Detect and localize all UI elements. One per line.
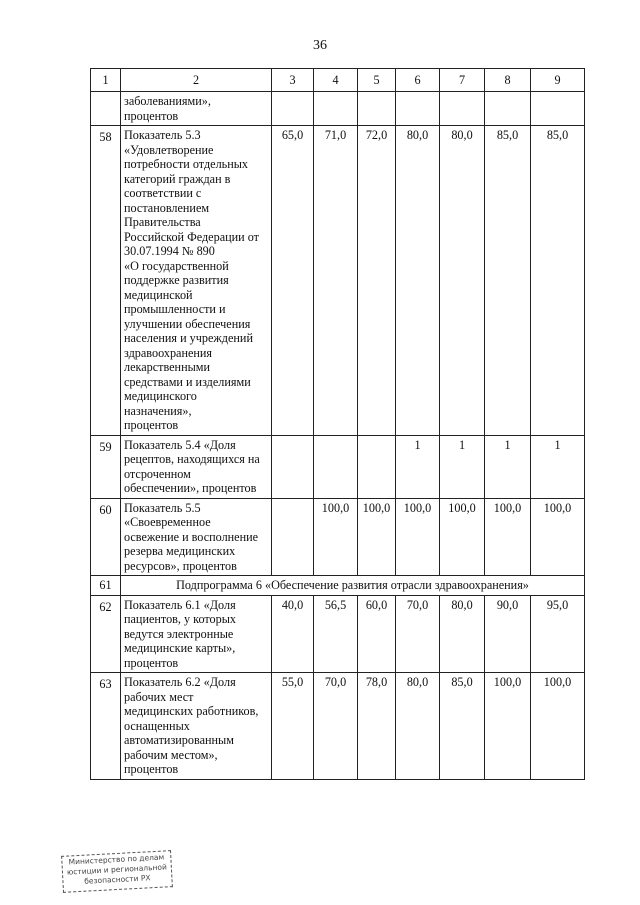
indicators-table: [90, 68, 585, 780]
value-cell: 85,0: [485, 126, 531, 436]
header-cell: 5: [358, 69, 396, 92]
table-row: [91, 126, 585, 436]
value-cell: 70,0: [314, 673, 358, 780]
value-cell: 40,0: [272, 595, 314, 673]
value-cell: [314, 92, 358, 126]
subprogram-row: [91, 576, 585, 596]
header-cell: 8: [485, 69, 531, 92]
value-cell: 80,0: [440, 126, 485, 436]
value-cell: [485, 92, 531, 126]
row-number: 60: [91, 498, 121, 576]
indicator-name: Показатель 5.5 «Своевременное освежение и восполнение резерва медицинских ресурсов», процентов: [121, 498, 272, 576]
table-row: [91, 595, 585, 673]
value-cell: [314, 435, 358, 498]
value-cell: 100,0: [531, 498, 585, 576]
value-cell: 70,0: [396, 595, 440, 673]
subprogram-title: Подпрограмма 6 «Обеспечение развития отрасли здравоохранения»: [121, 576, 585, 596]
value-cell: 100,0: [358, 498, 396, 576]
stamp-line: Министерство по делам: [68, 852, 165, 867]
stamp-line: безопасности РХ: [84, 873, 151, 886]
row-number: 58: [91, 126, 121, 436]
value-cell: 56,5: [314, 595, 358, 673]
value-cell: 100,0: [531, 673, 585, 780]
registration-stamp: [61, 850, 173, 893]
value-cell: 100,0: [485, 498, 531, 576]
row-number: [91, 92, 121, 126]
value-cell: 80,0: [396, 673, 440, 780]
value-cell: 1: [531, 435, 585, 498]
header-row: [91, 69, 585, 92]
value-cell: 85,0: [440, 673, 485, 780]
value-cell: [272, 498, 314, 576]
table-row: [91, 92, 585, 126]
value-cell: 90,0: [485, 595, 531, 673]
table-row: [91, 498, 585, 576]
value-cell: [440, 92, 485, 126]
value-cell: 95,0: [531, 595, 585, 673]
value-cell: 1: [485, 435, 531, 498]
value-cell: 80,0: [396, 126, 440, 436]
row-number: 62: [91, 595, 121, 673]
value-cell: 100,0: [396, 498, 440, 576]
row-number: 63: [91, 673, 121, 780]
table-row: [91, 673, 585, 780]
value-cell: [272, 435, 314, 498]
value-cell: 85,0: [531, 126, 585, 436]
header-cell: 7: [440, 69, 485, 92]
row-number: 61: [91, 576, 121, 596]
page-number: 36: [313, 38, 327, 53]
value-cell: [396, 92, 440, 126]
value-cell: 80,0: [440, 595, 485, 673]
header-cell: 6: [396, 69, 440, 92]
value-cell: [358, 92, 396, 126]
header-cell: 3: [272, 69, 314, 92]
value-cell: 1: [440, 435, 485, 498]
header-cell: 2: [121, 69, 272, 92]
value-cell: [531, 92, 585, 126]
value-cell: [358, 435, 396, 498]
header-cell: 1: [91, 69, 121, 92]
stamp-line: юстиции и региональной: [66, 862, 168, 877]
table-row: [91, 435, 585, 498]
indicator-name: Показатель 6.1 «Доля пациентов, у которых ведутся электронные медицинские карты», процентов: [121, 595, 272, 673]
indicator-name: Показатель 6.2 «Доля рабочих мест медицинских работников, оснащенных автоматизированным рабочим местом», процентов: [121, 673, 272, 780]
value-cell: 100,0: [314, 498, 358, 576]
value-cell: 78,0: [358, 673, 396, 780]
value-cell: 72,0: [358, 126, 396, 436]
value-cell: 100,0: [440, 498, 485, 576]
header-cell: 4: [314, 69, 358, 92]
indicator-name: Показатель 5.3 «Удовлетворение потребности отдельных категорий граждан в соответствии с постановлением Правительства Российской Федерации от 30.07.1994 № 890 «О государственной поддержке развития медицинской промышленности и улучшении обеспечения населения и учреждений здравоохранения лекарственными средствами и изделиями медицинского назначения», процентов: [121, 126, 272, 436]
value-cell: [272, 92, 314, 126]
indicator-name: Показатель 5.4 «Доля рецептов, находящихся на отсроченном обеспечении», процентов: [121, 435, 272, 498]
value-cell: 60,0: [358, 595, 396, 673]
value-cell: 100,0: [485, 673, 531, 780]
indicator-name: заболеваниями», процентов: [121, 92, 272, 126]
value-cell: 65,0: [272, 126, 314, 436]
header-cell: 9: [531, 69, 585, 92]
value-cell: 71,0: [314, 126, 358, 436]
value-cell: 1: [396, 435, 440, 498]
value-cell: 55,0: [272, 673, 314, 780]
row-number: 59: [91, 435, 121, 498]
